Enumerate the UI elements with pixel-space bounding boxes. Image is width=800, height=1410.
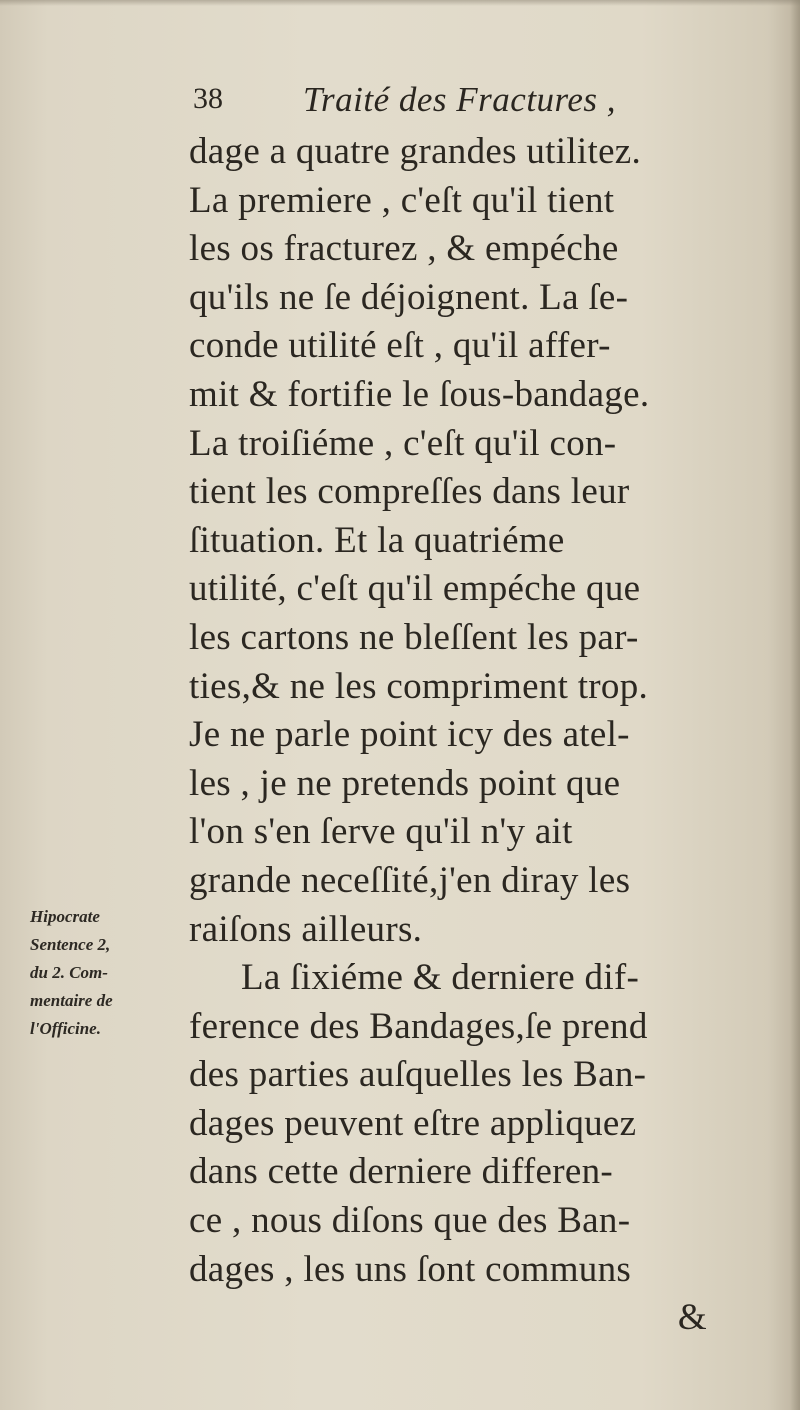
text-line: l'on s'en ſerve qu'il n'y ait bbox=[189, 811, 573, 853]
marginal-note-line: l'Officine. bbox=[30, 1019, 101, 1038]
marginal-note-line: Hipocrate bbox=[30, 907, 100, 926]
text-line: les os fracturez , & empéche bbox=[189, 228, 619, 270]
text-line: ties,& ne les compriment trop. bbox=[189, 665, 649, 707]
text-line: dans cette derniere differen- bbox=[189, 1151, 614, 1193]
page-header bbox=[193, 78, 713, 126]
text-line: les , je ne pretends point que bbox=[189, 762, 621, 804]
text-line: raiſons ailleurs. bbox=[189, 908, 423, 950]
text-line: La troiſiéme , c'eſt qu'il con- bbox=[189, 422, 617, 464]
text-line: Je ne parle point icy des atel- bbox=[189, 714, 630, 756]
text-line: tient les compreſſes dans leur bbox=[189, 471, 630, 513]
text-line: ce , nous diſons que des Ban- bbox=[189, 1200, 631, 1242]
text-line: mit & fortifie le ſous-bandage. bbox=[189, 373, 650, 415]
page-top-edge bbox=[0, 0, 800, 6]
marginal-note-line: Sentence 2, bbox=[30, 935, 111, 954]
text-line-paragraph-start: La ſixiéme & derniere dif- bbox=[241, 957, 640, 999]
page-number: 38 bbox=[193, 82, 223, 115]
text-line: utilité, c'eſt qu'il empéche que bbox=[189, 568, 641, 610]
running-title: Traité des Fractures , bbox=[303, 80, 617, 119]
text-line: qu'ils ne ſe déjoignent. La ſe- bbox=[189, 276, 629, 318]
text-line: ference des Bandages,ſe prend bbox=[189, 1005, 648, 1047]
text-line: dage a quatre grandes utilitez. bbox=[189, 131, 642, 172]
text-line: La premiere , c'eſt qu'il tient bbox=[189, 179, 615, 221]
text-line: les cartons ne bleſſent les par- bbox=[189, 616, 639, 658]
catchword: & bbox=[677, 1297, 707, 1339]
text-line: dages , les uns ſont communs bbox=[189, 1248, 632, 1290]
text-line: grande neceſſité,j'en diray les bbox=[189, 859, 631, 901]
text-line: dages peuvent eſtre appliquez bbox=[189, 1102, 637, 1144]
marginal-note-line: mentaire de bbox=[30, 991, 113, 1010]
text-line: des parties auſquelles les Ban- bbox=[189, 1054, 647, 1096]
text-line: conde utilité eſt , qu'il affer- bbox=[189, 325, 611, 367]
body-text bbox=[189, 128, 729, 1343]
marginal-note bbox=[30, 903, 190, 1043]
marginal-note-line: du 2. Com- bbox=[30, 963, 108, 982]
text-line: ſituation. Et la quatriéme bbox=[189, 519, 565, 561]
page-right-edge bbox=[790, 0, 800, 1410]
